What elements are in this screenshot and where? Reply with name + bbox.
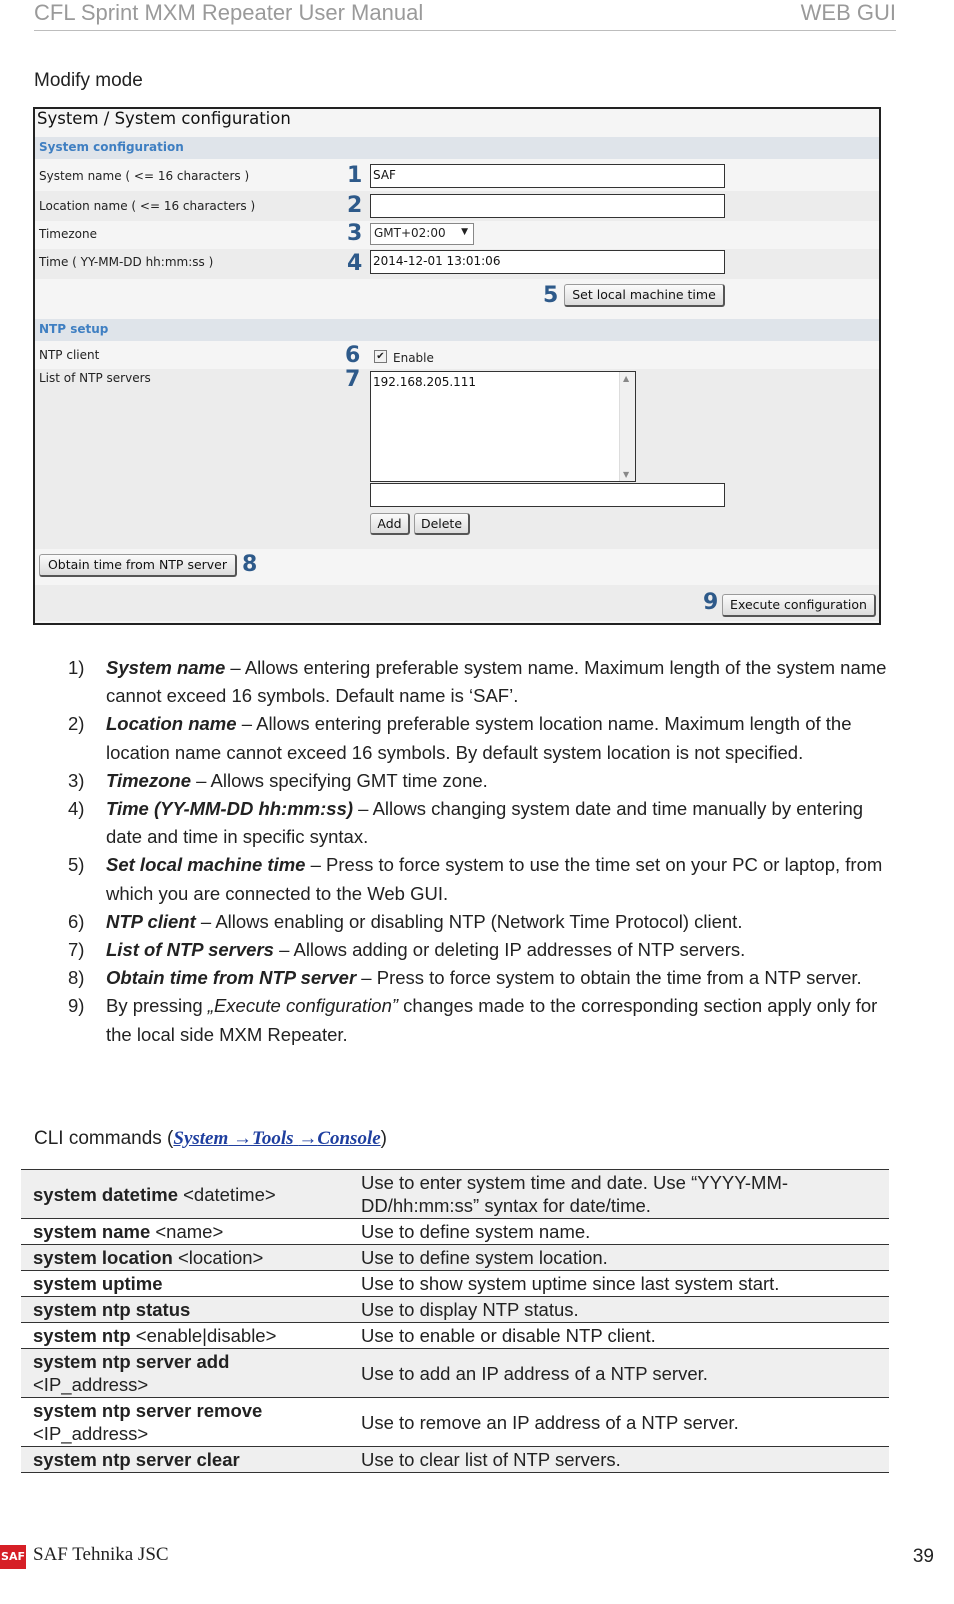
saf-logo-icon: SAF	[0, 1545, 26, 1569]
screenshot-title: System / System configuration	[37, 109, 291, 128]
cli-path-link[interactable]: System →Tools →Console	[173, 1128, 381, 1149]
table-row: system ntp server remove <IP_address> Use to remove an IP address of a NTP server.	[21, 1398, 889, 1447]
company-name: SAF Tehnika JSC	[33, 1544, 169, 1565]
scroll-down-icon[interactable]: ▼	[623, 470, 630, 479]
ntp-servers-label: List of NTP servers	[39, 371, 151, 385]
arrow-icon: →	[233, 1128, 253, 1149]
timezone-label: Timezone	[39, 227, 97, 241]
ntp-enable-label: Enable	[393, 351, 434, 365]
section-title: WEB GUI	[800, 0, 896, 25]
list-item: 7) List of NTP servers – Allows adding or deleting IP addresses of NTP servers.	[68, 939, 746, 961]
ntp-enable-checkbox[interactable]: ✔	[374, 350, 387, 363]
dropdown-arrow-icon: ▼	[461, 227, 468, 237]
arrow-icon: →	[298, 1128, 318, 1149]
execute-configuration-button[interactable]: Execute configuration	[722, 594, 876, 617]
callout-9: 9	[703, 590, 719, 615]
ntp-server-list[interactable]	[370, 371, 636, 482]
callout-1: 1	[347, 163, 363, 188]
list-item: 4) Time (YY-MM-DD hh:mm:ss) – Allows changing system date and time manually by entering date and time in specific syntax.	[68, 798, 864, 848]
cli-commands-heading: CLI commands (System →Tools →Console)	[34, 1128, 387, 1149]
mode-label: Modify mode	[34, 70, 143, 91]
list-item: 8) Obtain time from NTP server – Press to force system to obtain the time from a NTP server.	[68, 967, 862, 989]
system-name-label: System name ( <= 16 characters )	[39, 169, 250, 183]
timezone-row	[35, 221, 879, 249]
table-row: system ntp server clear Use to clear list of NTP servers.	[21, 1447, 889, 1473]
callout-8: 8	[242, 552, 258, 577]
callout-4: 4	[347, 251, 363, 276]
timezone-select[interactable]: GMT+02:00 ▼	[370, 223, 474, 245]
callout-2: 2	[347, 193, 363, 218]
location-label: Location name ( <= 16 characters )	[39, 199, 256, 213]
callout-5: 5	[543, 283, 559, 308]
ntp-client-row	[35, 343, 879, 369]
cli-commands-table	[21, 1169, 889, 1473]
table-row: system ntp server add <IP_address> Use to add an IP address of a NTP server.	[21, 1349, 889, 1398]
obtain-ntp-time-button[interactable]: Obtain time from NTP server	[39, 554, 237, 577]
system-name-input[interactable]: SAF	[370, 164, 725, 188]
description-list	[68, 654, 898, 1049]
table-row: system name <name> Use to define system name.	[21, 1219, 889, 1245]
time-label: Time ( YY-MM-DD hh:mm:ss )	[39, 255, 214, 269]
page-number: 39	[912, 1546, 934, 1567]
scroll-up-icon[interactable]: ▲	[623, 374, 630, 383]
table-row: system uptime Use to show system uptime since last system start.	[21, 1271, 889, 1297]
table-row: system ntp status Use to display NTP status.	[21, 1297, 889, 1323]
ntp-client-label: NTP client	[39, 348, 100, 362]
callout-6: 6	[345, 343, 361, 368]
set-local-row	[35, 279, 879, 317]
table-row: system ntp <enable|disable> Use to enable or disable NTP client.	[21, 1323, 889, 1349]
delete-button[interactable]: Delete	[414, 513, 470, 535]
callout-3: 3	[347, 221, 363, 246]
ntp-setup-header: NTP setup	[35, 319, 879, 341]
table-row: system location <location> Use to define system location.	[21, 1245, 889, 1271]
callout-7: 7	[345, 367, 361, 392]
table-row: system datetime <datetime> Use to enter system time and date. Use “YYYY-MM-DD/hh:mm:ss” syntax for date/time.	[21, 1170, 889, 1219]
system-config-header: System configuration	[35, 137, 879, 159]
web-gui-screenshot	[33, 107, 881, 625]
set-local-time-button[interactable]: Set local machine time	[564, 284, 725, 307]
list-item: 5) Set local machine time – Press to force system to use the time set on your PC or laptop, from which you are connected to the Web GUI.	[68, 854, 883, 904]
list-item: 3) Timezone – Allows specifying GMT time zone.	[68, 769, 488, 791]
time-row	[35, 249, 879, 279]
ntp-server-input[interactable]	[370, 483, 725, 507]
location-row	[35, 191, 879, 221]
ntp-server-entry[interactable]: 192.168.205.111	[373, 375, 477, 389]
add-button[interactable]: Add	[370, 513, 410, 535]
list-item: 2) Location name – Allows entering preferable system location name. Maximum length of the location name cannot exceed 16 symbols. By default system location is not specified.	[68, 713, 852, 763]
list-item: 9) By pressing „Execute configuration” changes made to the corresponding section apply only for the local side MXM Repeater.	[68, 995, 878, 1045]
list-item: 1) System name – Allows entering preferable system name. Maximum length of the system name cannot exceed 16 symbols. Default name is ‘SAF’.	[68, 657, 887, 707]
time-input[interactable]: 2014-12-01 13:01:06	[370, 250, 725, 274]
page-header	[34, 0, 896, 31]
list-item: 6) NTP client – Allows enabling or disabling NTP (Network Time Protocol) client.	[68, 910, 743, 932]
manual-title: CFL Sprint MXM Repeater User Manual	[34, 0, 424, 25]
ntp-servers-row	[35, 369, 879, 549]
location-input[interactable]	[370, 194, 725, 218]
execute-row	[35, 585, 879, 621]
system-name-row	[35, 161, 879, 191]
list-scrollbar[interactable]	[619, 372, 635, 481]
obtain-row	[35, 549, 879, 585]
